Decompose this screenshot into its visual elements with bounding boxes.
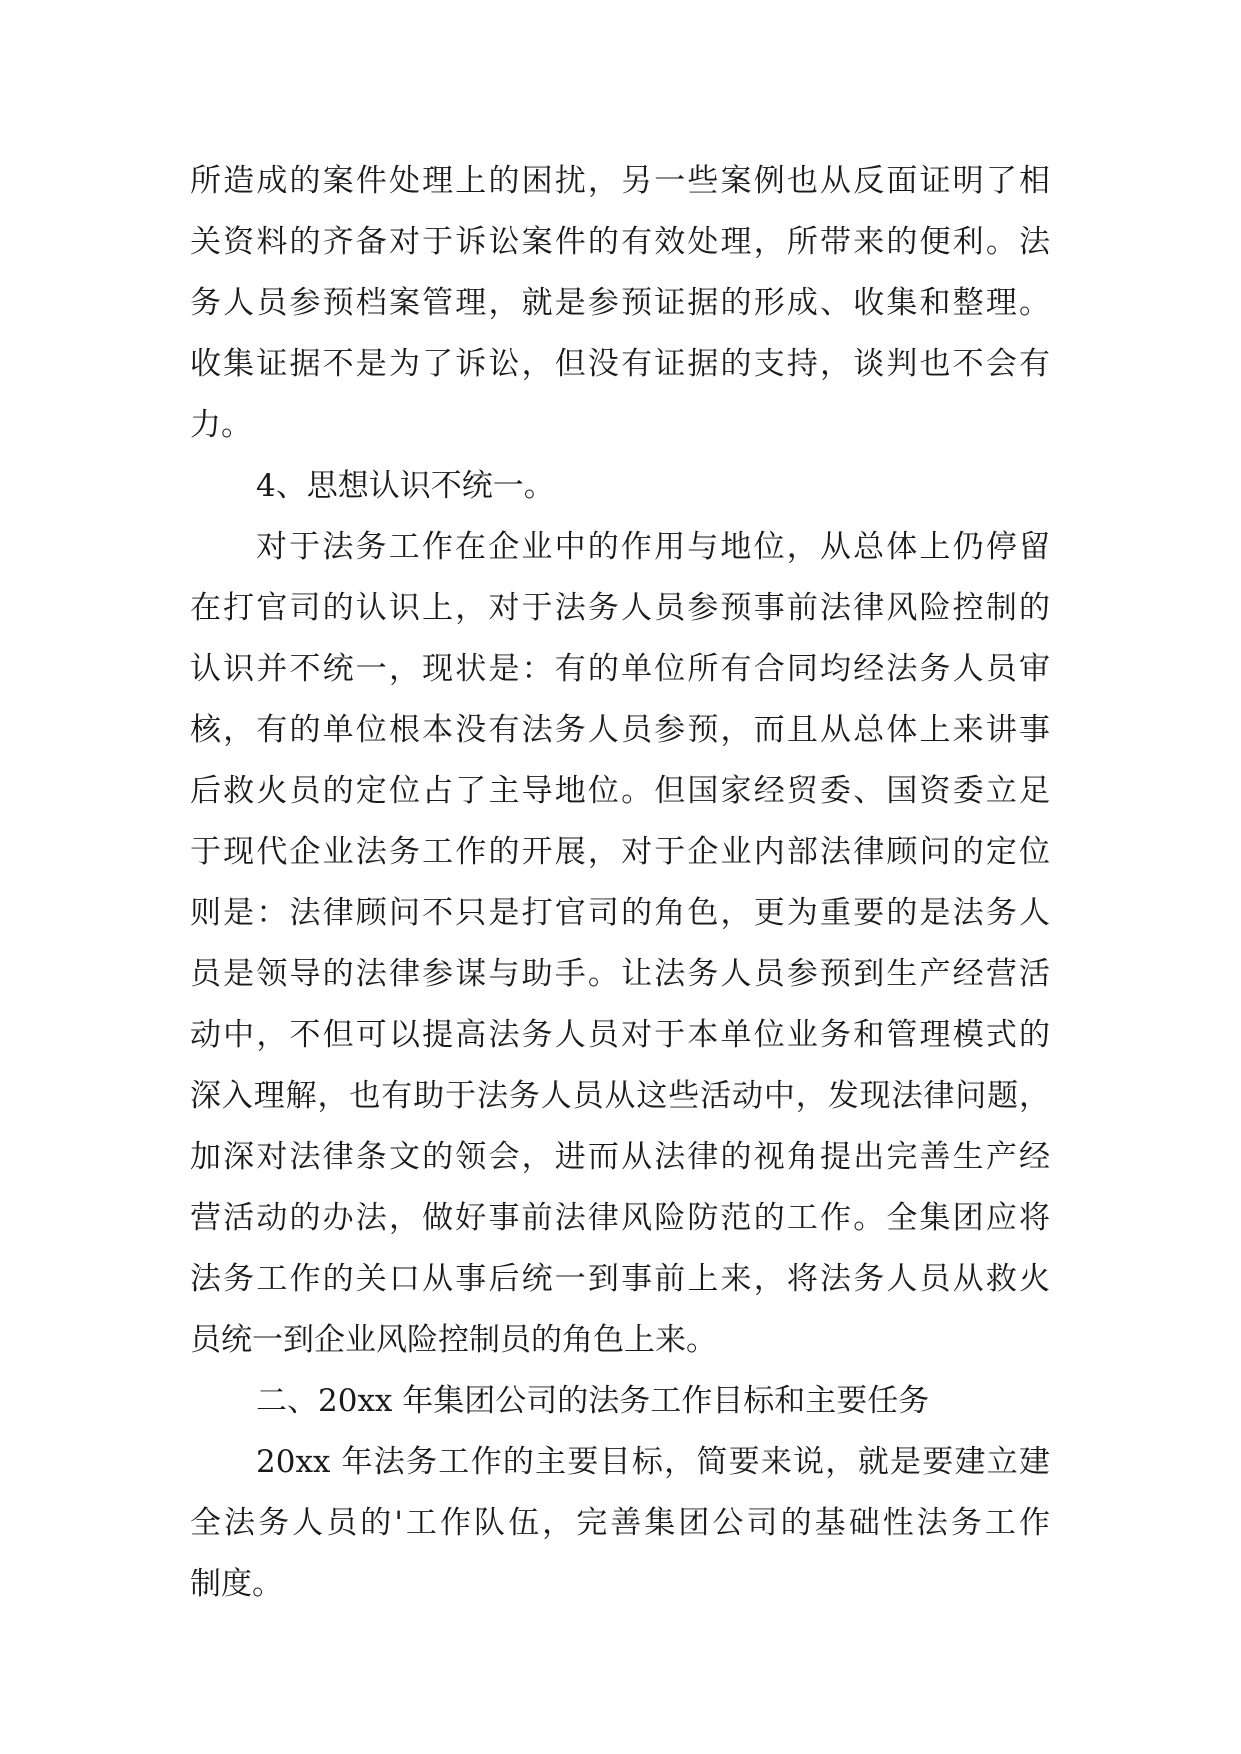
paragraph-line: 法务工作的关口从事后统一到事前上来，将法务人员从救火 [190, 1261, 1050, 1297]
paragraph-line: 营活动的办法，做好事前法律风险防范的工作。全集团应将 [190, 1200, 1050, 1236]
section-heading: 4、思想认识不统一。 [256, 468, 555, 504]
paragraph-line: 制度。 [190, 1566, 283, 1602]
paragraph-line: 员统一到企业风险控制员的角色上来。 [190, 1322, 717, 1358]
paragraph-line: 认识并不统一，现状是：有的单位所有合同均经法务人员审 [190, 651, 1050, 687]
paragraph-line: 关资料的齐备对于诉讼案件的有效处理，所带来的便利。法 [190, 224, 1050, 260]
paragraph-line: 员是领导的法律参谋与助手。让法务人员参预到生产经营活 [190, 956, 1050, 992]
paragraph-line: 加深对法律条文的领会，进而从法律的视角提出完善生产经 [190, 1139, 1050, 1175]
paragraph-line: 所造成的案件处理上的困扰，另一些案例也从反面证明了相 [190, 163, 1050, 199]
paragraph-line: 动中，不但可以提高法务人员对于本单位业务和管理模式的 [190, 1017, 1050, 1053]
paragraph-line: 深入理解，也有助于法务人员从这些活动中，发现法律问题， [190, 1078, 1050, 1114]
paragraph-line: 20xx 年法务工作的主要目标，简要来说，就是要建立建 [256, 1444, 1050, 1480]
paragraph-line: 力。 [190, 407, 252, 443]
paragraph-line: 收集证据不是为了诉讼，但没有证据的支持，谈判也不会有 [190, 346, 1050, 382]
section-heading: 二、20xx 年集团公司的法务工作目标和主要任务 [256, 1383, 930, 1419]
paragraph-line: 于现代企业法务工作的开展，对于企业内部法律顾问的定位 [190, 834, 1050, 870]
paragraph-line: 核，有的单位根本没有法务人员参预，而且从总体上来讲事 [190, 712, 1050, 748]
paragraph-line: 在打官司的认识上，对于法务人员参预事前法律风险控制的 [190, 590, 1050, 626]
paragraph-line: 对于法务工作在企业中的作用与地位，从总体上仍停留 [256, 529, 1050, 565]
paragraph-line: 务人员参预档案管理，就是参预证据的形成、收集和整理。 [190, 285, 1050, 321]
paragraph-line: 则是：法律顾问不只是打官司的角色，更为重要的是法务人 [190, 895, 1050, 931]
paragraph-line: 全法务人员的'工作队伍，完善集团公司的基础性法务工作 [190, 1505, 1050, 1541]
paragraph-line: 后救火员的定位占了主导地位。但国家经贸委、国资委立足 [190, 773, 1050, 809]
